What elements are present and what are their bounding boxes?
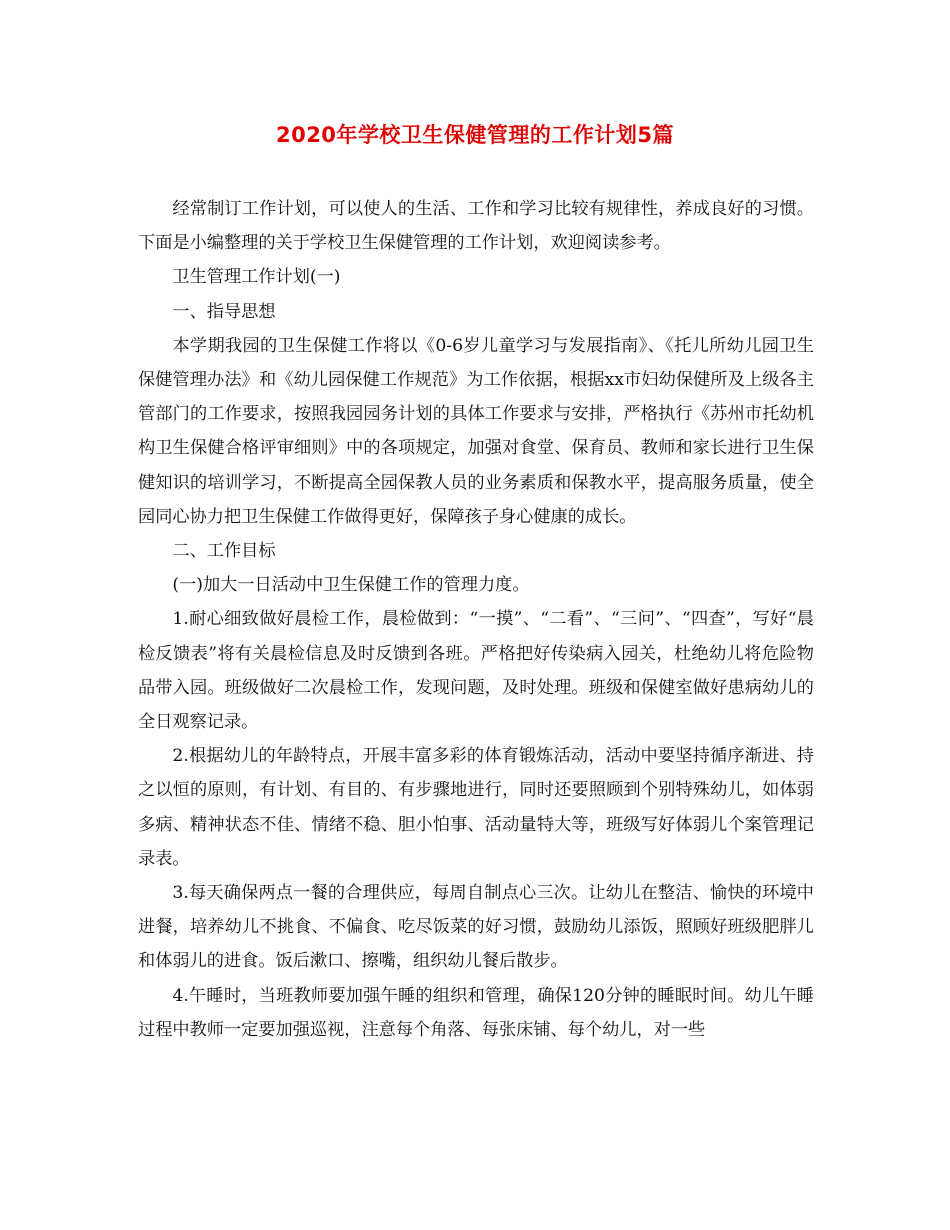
section-heading-guiding-ideology: 一、指导思想 [172,301,276,322]
document-body [138,192,814,1047]
paragraph-intro: 经常制订工作计划，可以使人的生活、工作和学习比较有规律性，养成良好的习惯。下面是小编整理的关于学校卫生保健管理的工作计划，欢迎阅读参考。 [138,199,814,254]
section-heading-plan-1: 卫生管理工作计划(一) [172,267,341,288]
paragraph-item-1: 1.耐心细致做好晨检工作，晨检做到：“一摸”、“二看”、“三问”、“四查”，写好“晨检反馈表”将有关晨检信息及时反馈到各班。严格把好传染病入园关，杜绝幼儿将危险物品带入园。班级做好二次晨检工作，发现问题，及时处理。班级和保健室做好患病幼儿的全日观察记录。 [138,609,814,733]
paragraph-item-2: 2.根据幼儿的年龄特点，开展丰富多彩的体育锻炼活动，活动中要坚持循序渐进、持之以恒的原则，有计划、有目的、有步骤地进行，同时还要照顾到个别特殊幼儿，如体弱多病、精神状态不佳、情绪不稳、胆小怕事、活动量特大等，班级写好体弱儿个案管理记录表。 [138,746,814,869]
paragraph-guiding-ideology: 本学期我园的卫生保健工作将以《0-6岁儿童学习与发展指南》、《托儿所幼儿园卫生保健管理办法》和《幼儿园保健工作规范》为工作依据，根据xx市妇幼保健所及上级各主管部门的工作要求，按照我园园务计划的具体工作要求与安排，严格执行《苏州市托幼机构卫生保健合格评审细则》中的各项规定，加强对食堂、保育员、教师和家长进行卫生保健知识的培训学习，不断提高全园保教人员的业务素质和保教水平，提高服务质量，使全园同心协力把卫生保健工作做得更好，保障孩子身心健康的成长。 [138,335,814,527]
paragraph-item-3: 3.每天确保两点一餐的合理供应，每周自制点心三次。让幼儿在整洁、愉快的环境中进餐，培养幼儿不挑食、不偏食、吃尽饭菜的好习惯，鼓励幼儿添饭，照顾好班级肥胖儿和体弱儿的进食。饭后漱口、擦嘴，组织幼儿餐后散步。 [138,883,814,972]
subheading-goal-1: (一)加大一日活动中卫生保健工作的管理力度。 [172,575,530,596]
paragraph-item-4: 4.午睡时，当班教师要加强午睡的组织和管理，确保120分钟的睡眠时间。幼儿午睡过程中教师一定要加强巡视，注意每个角落、每张床铺、每个幼儿，对一些 [138,985,814,1040]
section-heading-work-goals: 二、工作目标 [172,541,276,562]
document-title: 2020年学校卫生保健管理的工作计划5篇 [275,123,675,147]
